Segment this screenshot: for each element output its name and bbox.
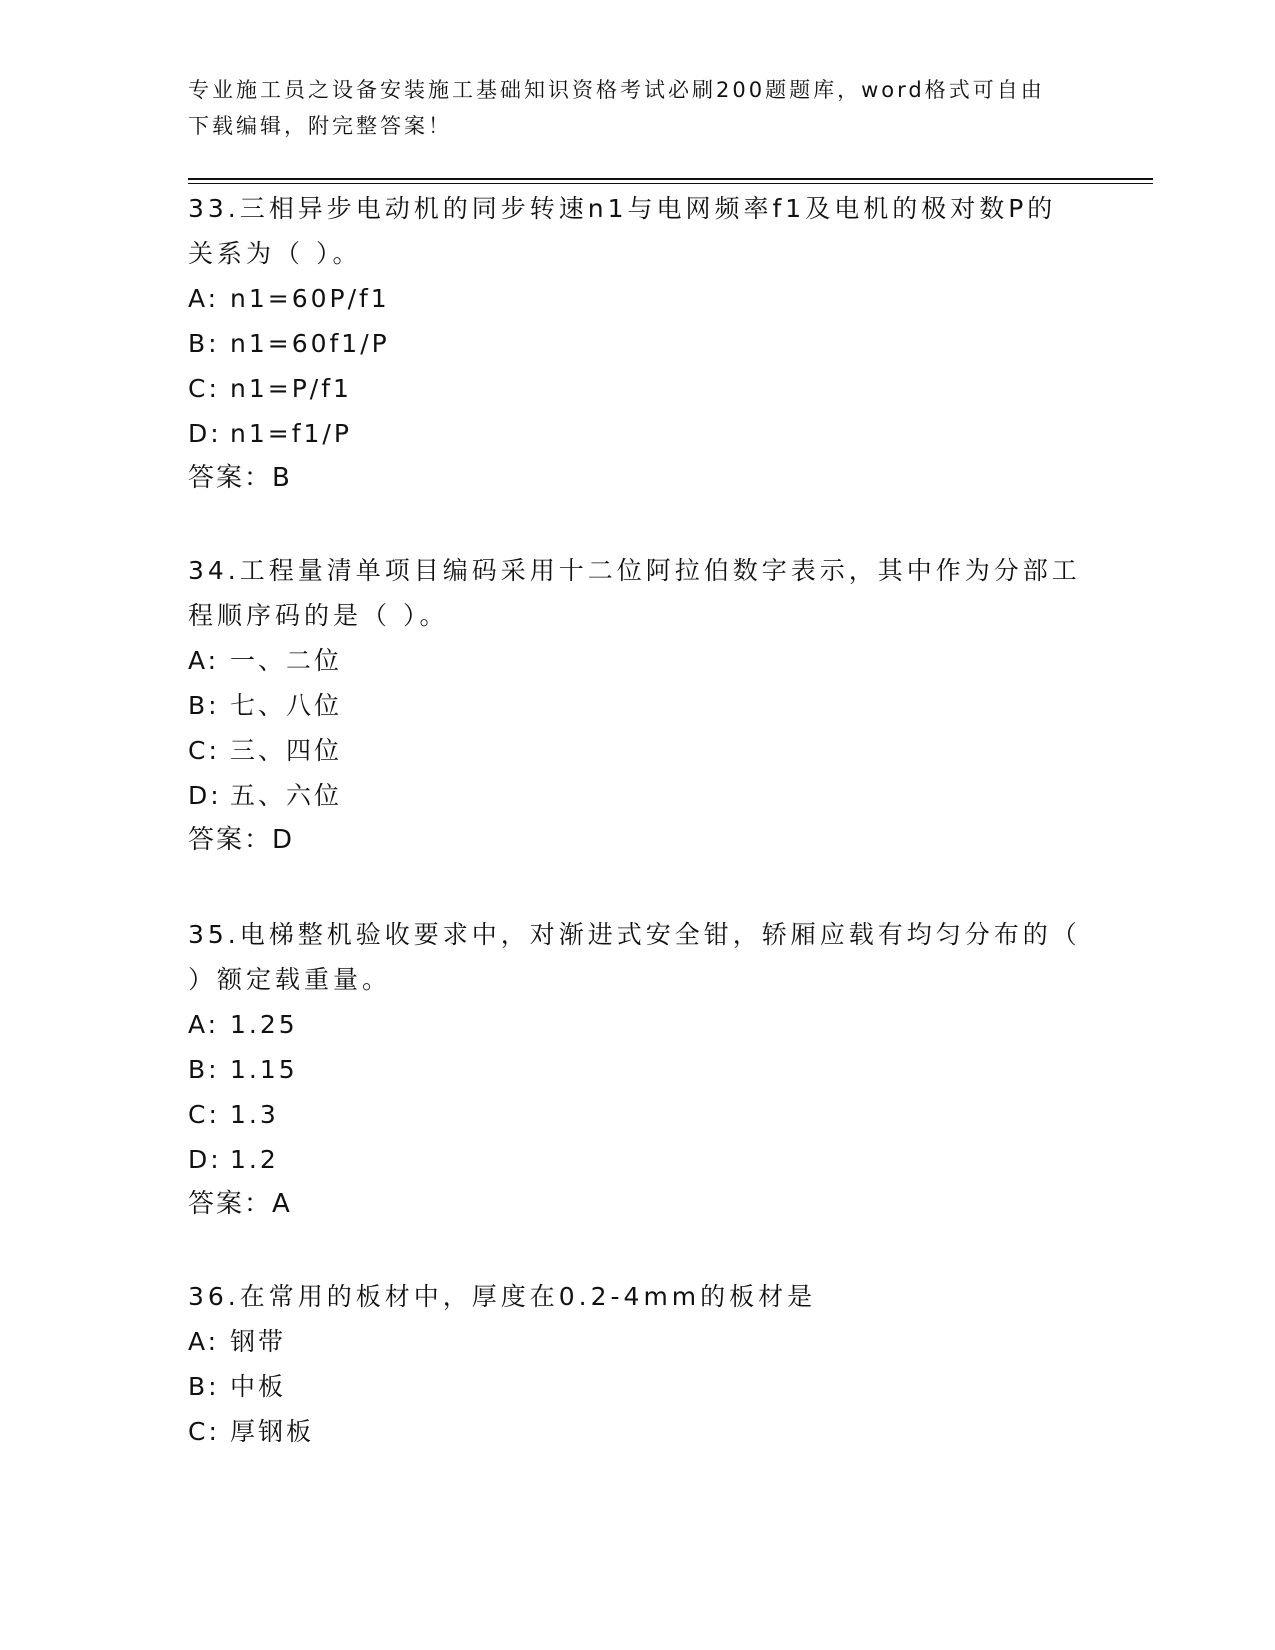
answer-line: 答案：A xyxy=(188,1189,292,1219)
option-letter: B: xyxy=(188,329,220,358)
option-text: 1.15 xyxy=(230,1055,298,1084)
option-text: 三、四位 xyxy=(230,736,343,765)
document-header xyxy=(188,72,1088,144)
option-b xyxy=(188,683,1088,728)
option-letter: A: xyxy=(188,1010,220,1039)
option-letter: D: xyxy=(188,1145,222,1174)
option-text: 中板 xyxy=(230,1372,287,1401)
question-stem-line-1: 33.三相异步电动机的同步转速n1与电网频率f1及电机的极对数P的 xyxy=(188,194,1057,223)
question-stem-line-2: 关系为（ ）。 xyxy=(188,239,362,268)
option-d xyxy=(188,1137,1088,1182)
option-c xyxy=(188,1409,1088,1454)
option-letter: A: xyxy=(188,284,220,313)
question-36 xyxy=(188,1274,1088,1454)
option-b xyxy=(188,321,1088,366)
option-text: 七、八位 xyxy=(230,691,343,720)
question-stem-line-2: 程顺序码的是（ ）。 xyxy=(188,601,449,630)
option-c xyxy=(188,728,1088,773)
option-text: n1=f1/P xyxy=(230,419,352,448)
option-a xyxy=(188,638,1088,683)
header-line-1: 专业施工员之设备安装施工基础知识资格考试必刷200题题库，word格式可自由 xyxy=(188,78,1045,102)
option-letter: C: xyxy=(188,374,220,403)
option-text: n1=60f1/P xyxy=(230,329,390,358)
option-letter: A: xyxy=(188,1327,220,1356)
option-text: 厚钢板 xyxy=(230,1417,315,1446)
question-stem-line-2: ）额定载重量。 xyxy=(188,965,392,994)
header-divider-thin xyxy=(188,183,1153,184)
option-d xyxy=(188,411,1088,456)
option-text: 钢带 xyxy=(230,1327,287,1356)
option-c xyxy=(188,1092,1088,1137)
option-a xyxy=(188,1319,1088,1364)
question-stem-line-1: 35.电梯整机验收要求中，对渐进式安全钳，轿厢应载有均匀分布的（ xyxy=(188,920,1081,949)
option-letter: C: xyxy=(188,1417,220,1446)
option-letter: D: xyxy=(188,781,222,810)
option-b xyxy=(188,1047,1088,1092)
option-c xyxy=(188,366,1088,411)
option-b xyxy=(188,1364,1088,1409)
question-stem-line-1: 36.在常用的板材中，厚度在0.2-4mm的板材是 xyxy=(188,1282,817,1311)
option-text: 1.3 xyxy=(230,1100,279,1129)
option-text: 1.25 xyxy=(230,1010,298,1039)
option-text: 一、二位 xyxy=(230,646,343,675)
option-text: 1.2 xyxy=(230,1145,279,1174)
option-letter: D: xyxy=(188,419,222,448)
question-35 xyxy=(188,912,1088,1227)
header-line-2: 下载编辑，附完整答案！ xyxy=(188,114,452,138)
option-a xyxy=(188,1002,1088,1047)
answer-line: 答案：D xyxy=(188,825,295,855)
question-33 xyxy=(188,186,1088,501)
option-letter: A: xyxy=(188,646,220,675)
option-text: n1=P/f1 xyxy=(230,374,352,403)
option-letter: C: xyxy=(188,1100,220,1129)
option-letter: B: xyxy=(188,1055,220,1084)
question-stem-line-1: 34.工程量清单项目编码采用十二位阿拉伯数字表示，其中作为分部工 xyxy=(188,556,1081,585)
option-a xyxy=(188,276,1088,321)
option-d xyxy=(188,773,1088,818)
option-letter: B: xyxy=(188,691,220,720)
option-letter: B: xyxy=(188,1372,220,1401)
answer-line: 答案：B xyxy=(188,463,292,493)
header-divider-thick xyxy=(188,178,1153,180)
option-text: n1=60P/f1 xyxy=(230,284,390,313)
option-text: 五、六位 xyxy=(230,781,343,810)
option-letter: C: xyxy=(188,736,220,765)
question-34 xyxy=(188,548,1088,863)
